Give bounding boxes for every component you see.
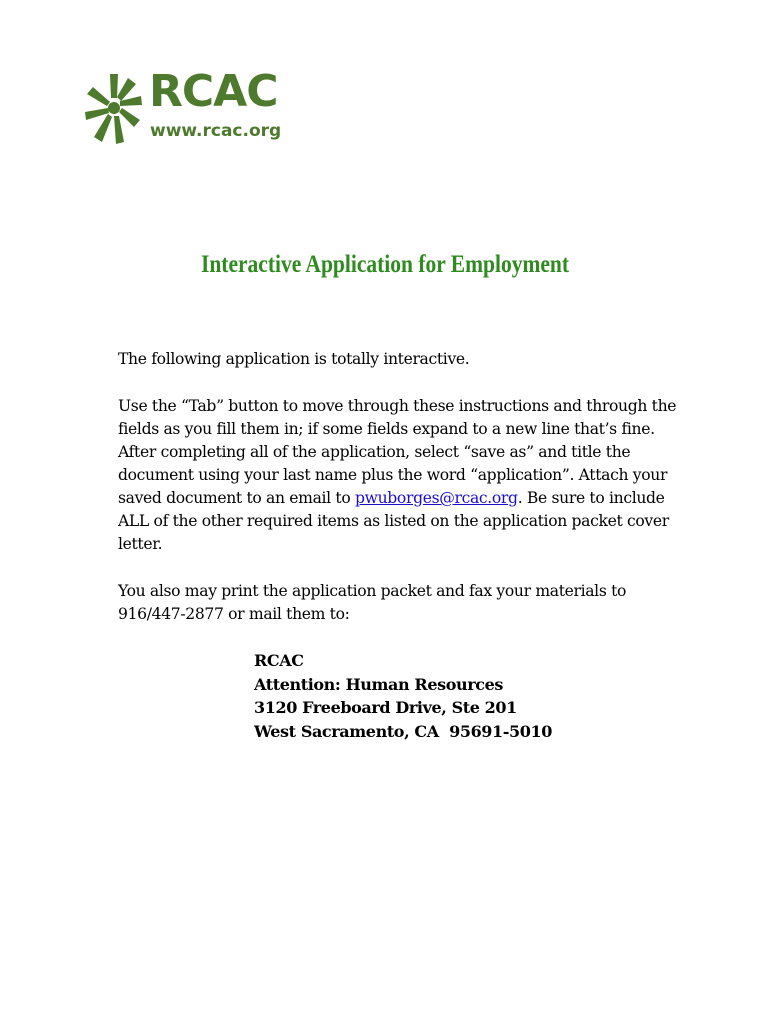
instructions-text-before: Use the “Tab” button to move through these instructions and through the fields as you fill them in; if some fields expand to a new line that’s fine. After completing all of the application, select “save as” and title the document using your last name plus the word “application”. Attach your saved document to an email to xyxy=(118,397,677,507)
fax-mail-paragraph: You also may print the application packet and fax your materials to 916/447-2877 or mail them to: xyxy=(118,582,627,623)
instructions-paragraph xyxy=(118,395,678,556)
address-line-3: 3120 Freeboard Drive, Ste 201 xyxy=(254,698,517,717)
logo-name: RCAC xyxy=(149,66,278,117)
instructions xyxy=(118,348,678,650)
mailing-address xyxy=(254,649,552,743)
intro-paragraph: The following application is totally interactive. xyxy=(118,350,470,368)
instructions-text-after: . Be sure to include ALL of the other required items as listed on the application packet cover letter. xyxy=(118,489,669,553)
rcac-logo xyxy=(84,66,284,152)
address-line-1: RCAC xyxy=(254,651,304,670)
email-link[interactable]: pwuborges@rcac.org xyxy=(354,489,518,507)
address-line-4: West Sacramento, CA 95691-5010 xyxy=(254,721,552,741)
page-title: Interactive Application for Employment xyxy=(200,251,570,278)
sunburst-logo-icon xyxy=(84,72,144,146)
logo-url: www.rcac.org xyxy=(150,121,282,141)
address-line-2: Attention: Human Resources xyxy=(254,674,503,694)
